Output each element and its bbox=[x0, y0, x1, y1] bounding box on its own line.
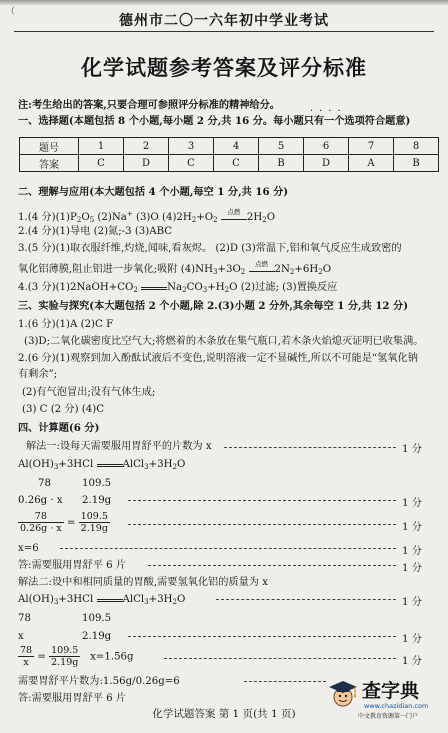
question-number: 8 bbox=[394, 138, 439, 155]
question-number: 7 bbox=[349, 138, 394, 155]
leader-line bbox=[244, 681, 326, 682]
given-2: 2.19g bbox=[82, 495, 112, 506]
section3-q1-3: (3)D;二氧化碳密度比空气大;将燃着的木条放在集气瓶口,若木条火焰熄灭证明已收集满。 bbox=[24, 336, 424, 347]
table-row-numbers bbox=[20, 138, 439, 155]
question-number: 1 bbox=[79, 138, 124, 155]
section3-q2: 2.(6 分)(1)观察到加入酚酞试液后不变色,说明溶液一定不显碱性,所以不可能是“氢氧化钠 bbox=[18, 353, 418, 364]
section2-q3: 3.(5 分)(1)取衣服纤维,灼烧,闻味,看灰烬。 (2)D (3)常温下,铝和氧气反应生成致密的 bbox=[18, 243, 402, 254]
section2-q1: 1.(4 分)$(1)P_2O_5$ (2)Na+ (3)O $(4)2H_2+O_2$ 点燃 $2H_2O$ bbox=[18, 208, 276, 224]
score-label: 1 分 bbox=[402, 546, 422, 557]
score-label: 1 分 bbox=[402, 444, 422, 455]
answer-cell: A bbox=[349, 155, 394, 172]
answer-cell: C bbox=[79, 155, 124, 172]
leader-line bbox=[128, 524, 396, 525]
score-label: 1 分 bbox=[402, 597, 422, 608]
given-2: 2.19g bbox=[82, 631, 112, 642]
page-footer: 化学试题答案 第 1 页(共 1 页) bbox=[152, 708, 296, 720]
leader-line bbox=[128, 500, 396, 501]
leader-line bbox=[224, 447, 396, 448]
score-label: 1 分 bbox=[402, 563, 422, 574]
equals-arrow bbox=[97, 458, 123, 467]
question-number: 3 bbox=[169, 138, 214, 155]
molar-mass-2: 109.5 bbox=[82, 478, 112, 489]
score-label: 1 分 bbox=[402, 522, 422, 533]
molar-mass-1: 78 bbox=[18, 613, 31, 624]
reaction-arrow: 点燃 bbox=[249, 265, 275, 272]
solution2-count: 需要胃舒平片数为:1.56g/0.26g=6 bbox=[18, 676, 180, 687]
answer-cell: D bbox=[304, 155, 349, 172]
score-label: 1 分 bbox=[402, 656, 422, 667]
question-number: 5 bbox=[259, 138, 304, 155]
scan-shadow bbox=[0, 0, 448, 6]
reaction-arrow: 点燃 bbox=[221, 213, 247, 220]
equals-arrow bbox=[97, 593, 123, 602]
row-label-answer: 答案 bbox=[20, 155, 79, 172]
solution1-intro: 解法一:设每天需要服用胃舒平的片数为 x bbox=[26, 441, 212, 452]
solution2-proportion: $\frac{78}{x}$ = $\frac{109.5}{2.19g}$ x=1.56g bbox=[20, 645, 134, 668]
leader-line bbox=[216, 599, 396, 600]
header-divider bbox=[14, 31, 434, 32]
answer-cell: D bbox=[124, 155, 169, 172]
header-left-mark: （ bbox=[6, 7, 16, 17]
solution2-intro: 解法二:设中和相同质量的胃酸,需要氢氧化铝的质量为 x bbox=[18, 577, 268, 588]
solution1-proportion: $\frac{78}{0.26g \cdot x}$ = $\frac{109.5}{2.19g}$ bbox=[20, 511, 108, 534]
section2-q4: 4.(3 分)$(1)2NaOH+CO_2$ $Na_2CO_3+H_2O$ (2)过滤; (3)置换反应 bbox=[18, 282, 338, 294]
leader-line bbox=[60, 548, 396, 549]
section4-heading: 四、计算题(6 分) bbox=[18, 422, 100, 434]
solution2-result: x=1.56g bbox=[90, 651, 134, 663]
section2-q3-cont: 氧化铝薄膜,阻止铝进一步氧化;吸附 $(4)NH_3+3O_2$ 点燃 $2N_2+6H_2O$ bbox=[18, 260, 332, 276]
leader-line bbox=[148, 565, 396, 566]
solution2-answer: 答:需要服用胃舒平 6 片 bbox=[18, 693, 127, 704]
row-label-number: 题号 bbox=[20, 138, 79, 155]
score-label: 1 分 bbox=[402, 634, 422, 645]
graduation-cap-icon bbox=[328, 678, 358, 710]
scoring-note: 注:考生给出的答案,只要合理可参照评分标准的精神给分。 bbox=[18, 99, 280, 111]
question-number: 2 bbox=[124, 138, 169, 155]
equals-arrow bbox=[141, 281, 167, 290]
solution1-equation: $Al(OH)_3+3HCl$ $AlCl_3+3H_2O$ bbox=[18, 459, 186, 471]
leader-line bbox=[128, 636, 396, 637]
question-number: 4 bbox=[214, 138, 259, 155]
section3-q2-cont: 有剩余”; bbox=[18, 369, 58, 380]
logo-url: www.chazidian.com bbox=[364, 702, 429, 710]
header-title: 德州市二〇一六年初中学业考试 bbox=[119, 13, 329, 29]
answer-cell: B bbox=[394, 155, 439, 172]
score-label: 1 分 bbox=[402, 498, 422, 509]
section2-q2: 2.(4 分)(1)导电 (2)氮;-3 (3)ABC bbox=[18, 226, 173, 237]
solution2-equation: $Al(OH)_3+3HCl$ $AlCl_3+3H_2O$ bbox=[18, 594, 186, 606]
answer-cell: C bbox=[169, 155, 214, 172]
molar-mass-2: 109.5 bbox=[82, 613, 112, 624]
section1-heading: 一、选择题(本题包括 8 个小题,每小题 2 分,共 16 分。每小题只有一个选项符合题意) bbox=[18, 115, 411, 127]
answer-cell: B bbox=[259, 155, 304, 172]
section3-heading: 三、实验与探究(本大题包括 2 个小题,除 2.(3)小题 2 分外,其余每空 1 分,共 12 分) bbox=[18, 300, 409, 312]
given-1: 0.26g · x bbox=[18, 495, 63, 506]
section3-q2-2: (2)有气泡冒出;没有气体生成; bbox=[22, 387, 156, 398]
q1-text: 1.(4 分)(1)P bbox=[18, 212, 77, 223]
section2-heading: 二、理解与应用(本大题包括 4 个小题,每空 1 分,共 16 分) bbox=[18, 186, 289, 198]
question-number: 6 bbox=[304, 138, 349, 155]
solution2-x-var: x bbox=[18, 631, 24, 642]
site-logo bbox=[328, 674, 444, 726]
emphasis-dots: ···· bbox=[310, 106, 347, 117]
solution1-answer: 答:需要服用胃舒平 6 片 bbox=[18, 560, 127, 571]
leader-line bbox=[164, 658, 396, 659]
answer-table bbox=[19, 137, 439, 172]
section3-q2-3: (3) C (2 分) (4)C bbox=[22, 404, 105, 415]
document-title: 化学试题参考答案及评分标准 bbox=[81, 55, 367, 80]
solution1-x: x=6 bbox=[18, 543, 39, 554]
logo-tagline: 中文教育资源第一门户 bbox=[358, 713, 419, 720]
answer-cell: C bbox=[214, 155, 259, 172]
molar-mass-1: 78 bbox=[38, 478, 51, 489]
logo-brand: 查字典 bbox=[362, 680, 420, 702]
section3-q1: 1.(6 分)(1)A (2)C F bbox=[18, 319, 114, 330]
table-row-answers bbox=[20, 155, 439, 172]
